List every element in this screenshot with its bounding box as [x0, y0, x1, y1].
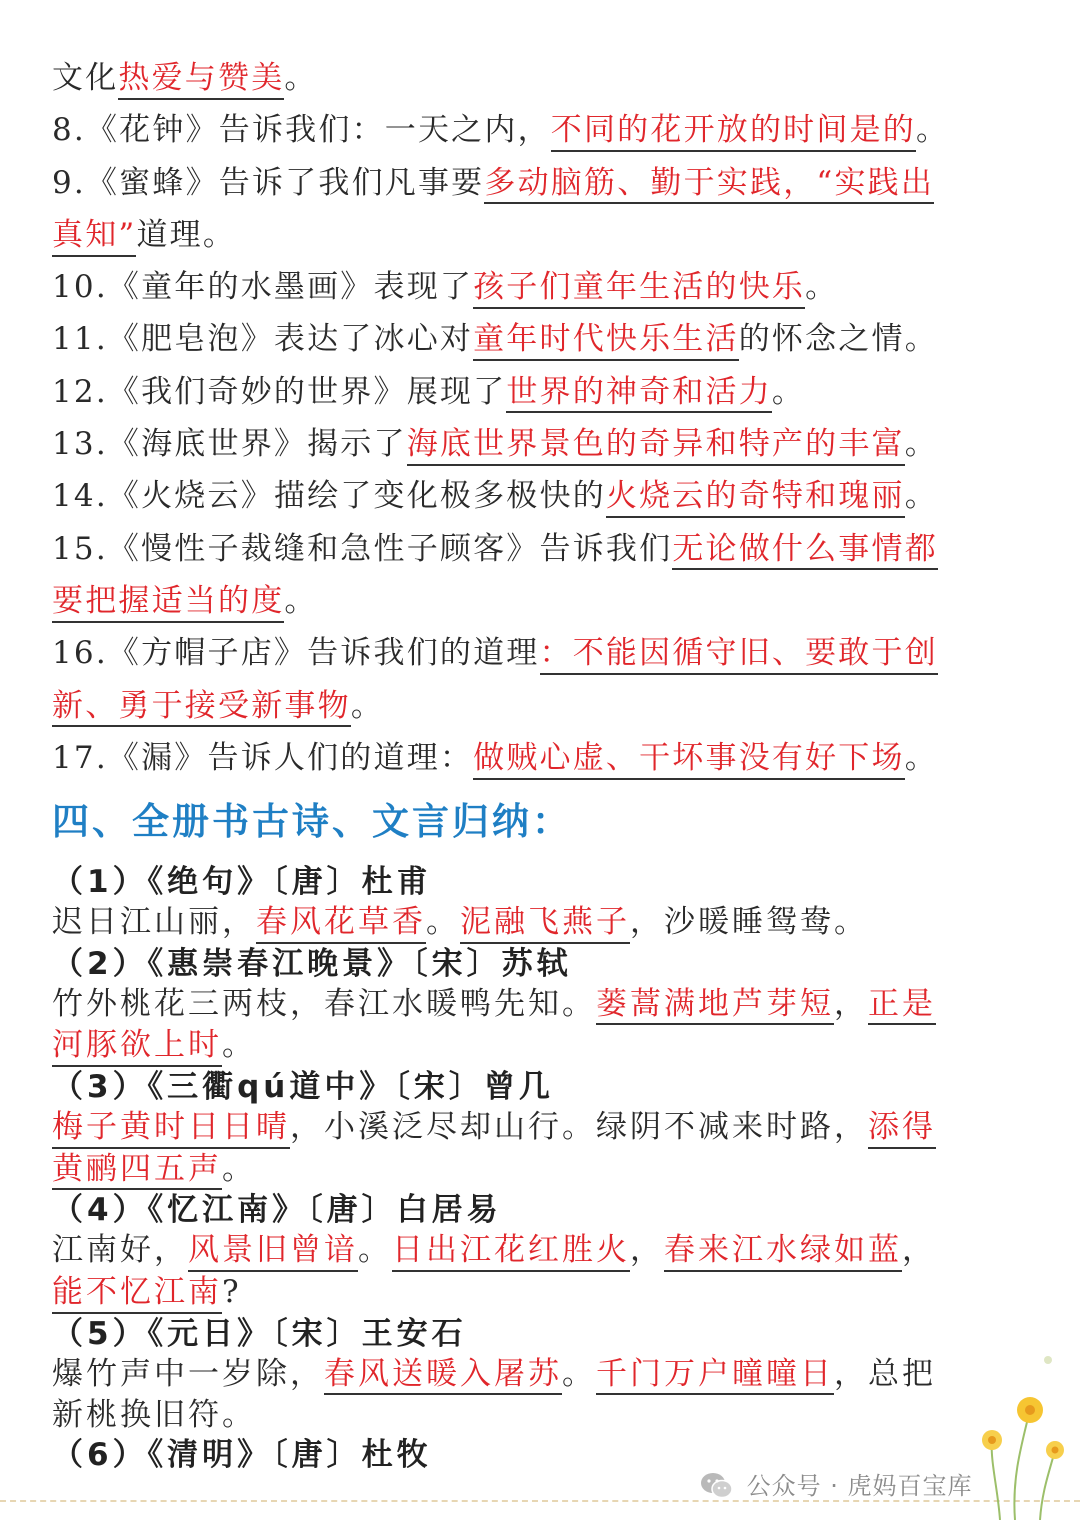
- poem-title: （6）《清明》〔唐〕杜牧: [52, 1437, 432, 1474]
- line-text: 。: [904, 739, 938, 776]
- summary-line: [52, 627, 1032, 679]
- answer-text: 千门万户曈曈日: [596, 1357, 834, 1396]
- answer-text: ：不能因循守旧、要敢于创: [540, 636, 938, 675]
- summary-line: [52, 523, 1032, 575]
- line-text: 的怀念之情。: [738, 321, 938, 358]
- poem-block: [52, 944, 1032, 1067]
- line-text: 。: [805, 269, 839, 306]
- poem-text: 。: [426, 904, 460, 941]
- poem-text: ，小溪泛尽却山行。绿阴不减来时路，: [290, 1109, 868, 1146]
- answer-text: 不同的花开放的时间是的: [551, 113, 916, 152]
- line-text: 12.《我们奇妙的世界》展现了: [52, 373, 507, 410]
- summary-line: [52, 209, 1032, 261]
- poem-block: [52, 1314, 1032, 1436]
- summary-line: [52, 366, 1032, 418]
- wechat-icon: [700, 1472, 734, 1500]
- answer-text: 童年时代快乐生活: [473, 322, 739, 361]
- poem-text: ，: [630, 1232, 664, 1269]
- line-text: 。: [771, 373, 806, 410]
- footer-text: 公众号 · 虎妈百宝库: [746, 1472, 973, 1500]
- poem-text: 。: [222, 1150, 256, 1187]
- reading-summary-list: [52, 52, 1032, 784]
- line-text: 16.《方帽子店》告诉我们的道理: [52, 635, 540, 672]
- answer-text: 风景旧曾谙: [188, 1233, 358, 1272]
- answer-text: 真知”: [52, 218, 136, 257]
- poem-text: ，沙暖睡鸳鸯。: [630, 904, 868, 941]
- answer-text: 新、勇于接受新事物: [52, 689, 351, 728]
- line-text: 。: [904, 426, 938, 463]
- answer-text: 河豚欲上时: [52, 1028, 222, 1067]
- line-text: 。: [284, 60, 318, 96]
- summary-line: [52, 418, 1032, 470]
- summary-line: [52, 52, 1032, 104]
- poem-block: [52, 1190, 1032, 1313]
- poem-title: （1）《绝句》〔唐〕杜甫: [52, 864, 432, 901]
- answer-text: 火烧云的奇特和瑰丽: [606, 479, 905, 518]
- line-text: 文化: [52, 60, 119, 96]
- document-body: [52, 52, 1032, 1475]
- answer-text: 蒌蒿满地芦芽短: [596, 987, 834, 1026]
- summary-line: [52, 261, 1032, 313]
- poem-text: 爆竹声中一岁除，: [52, 1355, 324, 1392]
- poem-text: 。: [562, 1355, 596, 1392]
- answer-text: 春来江水绿如蓝: [664, 1233, 902, 1272]
- poem-title: （3）《三衢qú道中》〔宋〕曾几: [52, 1069, 554, 1106]
- answer-text: 日出江花红胜火: [392, 1233, 630, 1272]
- summary-line: [52, 680, 1032, 732]
- poem-title: （5）《元日》〔宋〕王安石: [52, 1315, 467, 1352]
- line-text: 。: [350, 687, 385, 724]
- answer-text: 正是: [868, 987, 936, 1026]
- line-text: 。: [284, 582, 318, 619]
- page-divider: [0, 1500, 1080, 1502]
- line-text: 。: [915, 112, 950, 149]
- poem-block: [52, 862, 1032, 944]
- poem-line: [52, 1272, 1032, 1314]
- section-heading: 四、全册书古诗、文言归纳：: [52, 800, 572, 844]
- poem-text: 新桃换旧符。: [52, 1397, 256, 1434]
- poem-line: [52, 984, 1032, 1026]
- line-text: 9.《蜜蜂》告诉了我们凡事要: [52, 164, 485, 201]
- answer-text: 热爱与赞美: [118, 61, 284, 100]
- line-text: 15.《慢性子裁缝和急性子顾客》告诉我们: [52, 530, 673, 567]
- poem-text: ，: [834, 985, 868, 1022]
- line-text: 10.《童年的水墨画》表现了: [52, 269, 474, 306]
- line-text: 。: [904, 478, 938, 515]
- poem-title: （4）《忆江南》〔唐〕白居易: [52, 1192, 502, 1229]
- line-text: 道理。: [136, 216, 237, 253]
- answer-text: 多动脑筋、勤于实践，“实践出: [484, 166, 934, 205]
- poem-block: [52, 1067, 1032, 1190]
- answer-text: 能不忆江南: [52, 1275, 222, 1314]
- poem-line: [52, 902, 1032, 944]
- answer-text: 泥融飞燕子: [460, 905, 630, 944]
- answer-text: 添得: [868, 1110, 936, 1149]
- poem-line: [52, 1354, 1032, 1396]
- poem-list: [52, 862, 1032, 1475]
- line-text: 13.《海底世界》揭示了: [52, 426, 407, 463]
- answer-text: 黄鹂四五声: [52, 1152, 222, 1191]
- poem-line: [52, 1230, 1032, 1272]
- answer-text: 无论做什么事情都: [672, 532, 938, 571]
- poem-title: （2）《惠崇春江晚景》〔宋〕苏轼: [52, 945, 572, 982]
- poem-text: 竹外桃花三两枝，春江水暖鸭先知。: [52, 985, 596, 1022]
- answer-text: 要把握适当的度: [52, 584, 284, 623]
- answer-text: 春风花草香: [256, 905, 426, 944]
- line-text: 11.《肥皂泡》表达了冰心对: [52, 321, 474, 358]
- poem-line: [52, 1149, 1032, 1191]
- footer-watermark: [700, 1466, 973, 1501]
- poem-line: [52, 1025, 1032, 1067]
- line-text: 8.《花钟》告诉我们：一天之内，: [52, 112, 551, 149]
- line-text: 17.《漏》告诉人们的道理：: [52, 739, 474, 776]
- poem-text: 江南好，: [52, 1232, 188, 1269]
- answer-text: 海底世界景色的奇异和特产的丰富: [407, 427, 905, 466]
- answer-text: 做贼心虚、干坏事没有好下场: [473, 741, 905, 780]
- poem-text: ，: [902, 1232, 936, 1269]
- poem-line: [52, 1107, 1032, 1149]
- summary-line: [52, 313, 1032, 365]
- poem-line: [52, 1395, 1032, 1435]
- poem-text: 。: [222, 1027, 256, 1064]
- summary-line: [52, 470, 1032, 522]
- summary-line: [52, 575, 1032, 627]
- line-text: 14.《火烧云》描绘了变化极多极快的: [52, 478, 606, 515]
- answer-text: 春风送暖入屠苏: [324, 1357, 562, 1396]
- poem-text: ?: [222, 1274, 242, 1310]
- summary-line: [52, 732, 1032, 784]
- answer-text: 世界的神奇和活力: [506, 375, 772, 414]
- poem-text: 。: [358, 1232, 392, 1269]
- summary-line: [52, 157, 1032, 209]
- answer-text: 梅子黄时日日晴: [52, 1110, 290, 1149]
- answer-text: 孩子们童年生活的快乐: [473, 270, 805, 309]
- summary-line: [52, 104, 1032, 156]
- poem-text: 迟日江山丽，: [52, 904, 256, 941]
- poem-text: ，总把: [834, 1355, 936, 1392]
- flower-decoration: [960, 1340, 1070, 1520]
